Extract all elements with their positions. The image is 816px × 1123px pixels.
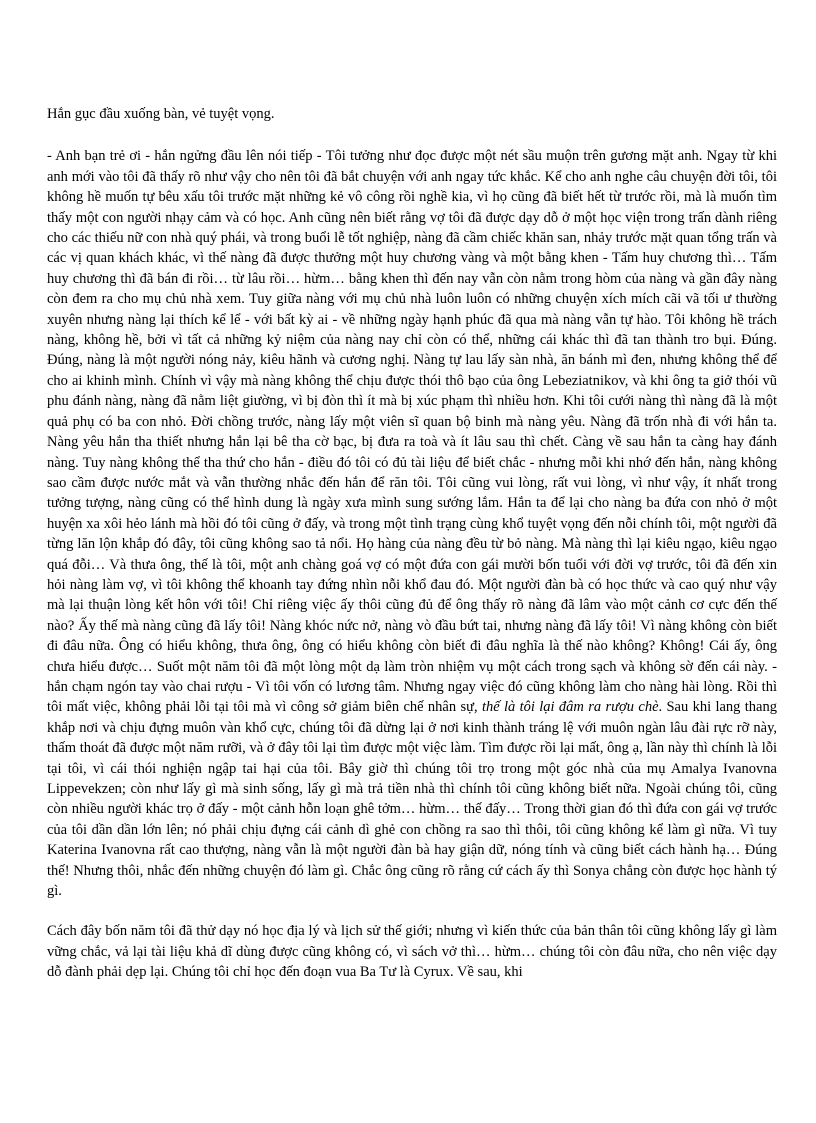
document-page [47,104,777,1005]
monologue-text-part-2: . Sau khi lang thang khắp nơi và chịu đựng muôn vàn khổ cực, chúng tôi đã dừng lại ở nơi kinh thành tráng lệ với muôn ngàn lâu đài rực rỡ này, thấm thoát đã được một năm rưỡi, và ở đây tôi lại tìm được một việc làm. Tìm được rồi lại mất, ông ạ, lần này thì chính là lỗi tại tôi, vì cái thói nghiện ngập tai hại của tôi. Bây giờ thì chúng tôi trọ trong một góc nhà của mụ Amalya Ivanovna Lippevekzen; còn như lấy gì mà sinh sống, lấy gì mà trả tiền nhà thì chính tôi cũng không biết nữa. Ngoài chúng tôi, cũng còn nhiều người khác trọ ở đấy - một cảnh hỗn loạn ghê tởm… hừm… thế đấy… Trong thời gian đó thì đứa con gái vợ trước của tôi dần dần lớn lên; nó phải chịu đựng cái cảnh dì ghẻ con chồng ra sao thì thôi, tôi cũng không kể làm gì nữa. Vì tuy Katerina Ivanovna rất cao thượng, nàng vẫn là một người đàn bà hay giận dữ, nóng tính và cũng biết cách hành hạ… Đúng thế! Nhưng thôi, nhắc đến những chuyện đó làm gì. Chắc ông cũng rõ rằng cứ cách ấy thì Sonya chẳng còn được học hành tý gì. [47,699,777,900]
paragraph-intro: Hắn gục đầu xuống bàn, vẻ tuyệt vọng. [47,106,275,122]
monologue-emphasis: thế là tôi lại đâm ra rượu chè [481,699,659,716]
paragraph-history-lessons: Cách đây bốn năm tôi đã thử dạy nó học địa lý và lịch sử thế giới; nhưng vì kiến thức của bản thân tôi cũng không lấy gì làm vững chắc, vả lại tài liệu khả dĩ dùng được cũng không có, vì sách vở thì… hừm… chúng tôi còn đâu nữa, cho nên việc dạy dỗ đành phải dẹp lại. Chúng tôi chỉ học đến đoạn vua Ba Tư là Cyrux. Về sau, khi [47,923,777,981]
paragraph-monologue [47,146,777,901]
monologue-text-part-1: - Anh bạn trẻ ơi - hắn ngửng đầu lên nói tiếp - Tôi tưởng như đọc được một nét sầu muộn trên gương mặt anh. Ngay từ khi anh mới vào tôi đã thấy rõ như vậy cho nên tôi đã bắt chuyện với anh ngay tức khắc. Kể cho anh nghe câu chuyện đời tôi, tôi không hề muốn tự bêu xấu tôi trước mặt những kẻ vô công rồi nghề kia, vì họ cũng đã biết hết từ trước rồi, mà là muốn tìm thấy một con người nhạy cảm và có học. Anh cũng nên biết rằng vợ tôi đã được dạy dỗ ở một học viện trong trấn dành riêng cho các thiếu nữ con nhà quý phái, và trong buổi lễ tốt nghiệp, nàng đã cầm chiếc khăn san, nhảy trước mặt quan tổng trấn và các vị quan khách khác, vì thế nàng đã được thưởng một huy chương vàng và một bằng khen - Tấm huy chương thì… Tấm huy chương thì đã bán đi rồi… từ lâu rồi… hừm… bằng khen thì đến nay vẫn còn nằm trong hòm của nàng và gần đây nàng còn đem ra cho mụ chủ nhà xem. Tuy giữa nàng với mụ chủ nhà luôn luôn có những chuyện xích mích cãi vã tối ư thường xuyên nhưng nàng lại thích kể lể - với bất kỳ ai - về những ngày hạnh phúc đã qua mà nàng vẫn tự hào. Tôi không hề trách nàng, không hề, bởi vì tất cả những kỷ niệm của nàng nay chỉ còn có thể, những cái khác thì đã tan thành tro bụi. Đúng. Đúng, nàng là một người nóng nảy, kiêu hãnh và cương nghị. Nàng tự lau lấy sàn nhà, ăn bánh mì đen, nhưng không thể để cho ai khinh mình. Chính vì vậy mà nàng không thể chịu được thói thô bạo của ông Lebeziatnikov, và khi ông ta giở thói vũ phu đánh nàng, nàng đã nằm liệt giường, vì bị đòn thì ít mà bị xúc phạm thì nhiều hơn. Khi tôi cưới nàng thì nàng đã là một quả phụ có ba con nhỏ. Đời chồng trước, nàng lấy một viên sĩ quan bộ binh mà nàng yêu. Nàng đã trốn nhà đi với hắn ta. Nàng yêu hắn tha thiết nhưng hắn lại bê tha cờ bạc, bị đưa ra toà và ít lâu sau thì chết. Càng về sau hắn ta càng hay đánh nàng. Tuy nàng không thể tha thứ cho hắn - điều đó tôi có đủ tài liệu để biết chắc - nhưng mỗi khi nhớ đến hắn, nàng không sao cầm được nước mắt và vẫn thường nhắc đến hắn để răn tôi. Tôi cũng vui lòng, rất vui lòng, vì như vậy, ít nhất trong tưởng tượng, nàng cũng có thể hình dung là ngày xưa mình sung sướng lắm. Hắn ta để lại cho nàng ba đứa con nhỏ ở một huyện xa xôi hẻo lánh mà hồi đó tôi cũng ở đấy, và trong một tình trạng cùng khổ tuyệt vọng đến nỗi chính tôi, một người đã từng lăn lộn khắp đó đây, tôi cũng không sao tả nổi. Họ hàng của nàng đều từ bỏ nàng. Mà nàng thì lại kiêu ngạo, kiêu ngạo quá đỗi… Và thưa ông, thế là tôi, một anh chàng goá vợ có một đứa con gái mười bốn tuổi với đời vợ trước, tôi đã đến xin hỏi nàng làm vợ, vì tôi không thể khoanh tay đứng nhìn nỗi khổ đau đó. Một người đàn bà có học thức và cao quý như vậy mà lại thuận lòng kết hôn với tôi! Chỉ riêng việc ấy thôi cũng đủ để ông thấy rõ nàng đã lâm vào một cảnh cơ cực đến thế nào? Ấy thế mà nàng cũng đã lấy tôi! Nàng khóc nức nở, nàng vò đầu bứt tai, nhưng nàng đã lấy tôi! Vì nàng không còn biết đi đâu nữa. Ông có hiểu không, thưa ông, ông có hiểu không còn biết đi đâu nghĩa là thế nào không? Không! Cái ấy, ông chưa hiểu được… Suốt một năm tôi đã một lòng một dạ làm tròn nhiệm vụ một cách trong sạch và không sờ đến cái này. - hắn chạm ngón tay vào chai rượu - Vì tôi vốn có lương tâm. Nhưng ngay việc đó cũng không làm cho nàng hài lòng. Rồi thì tôi mất việc, không phải lỗi tại tôi mà vì công sở giảm biên chế nhân sự, [47,148,777,716]
